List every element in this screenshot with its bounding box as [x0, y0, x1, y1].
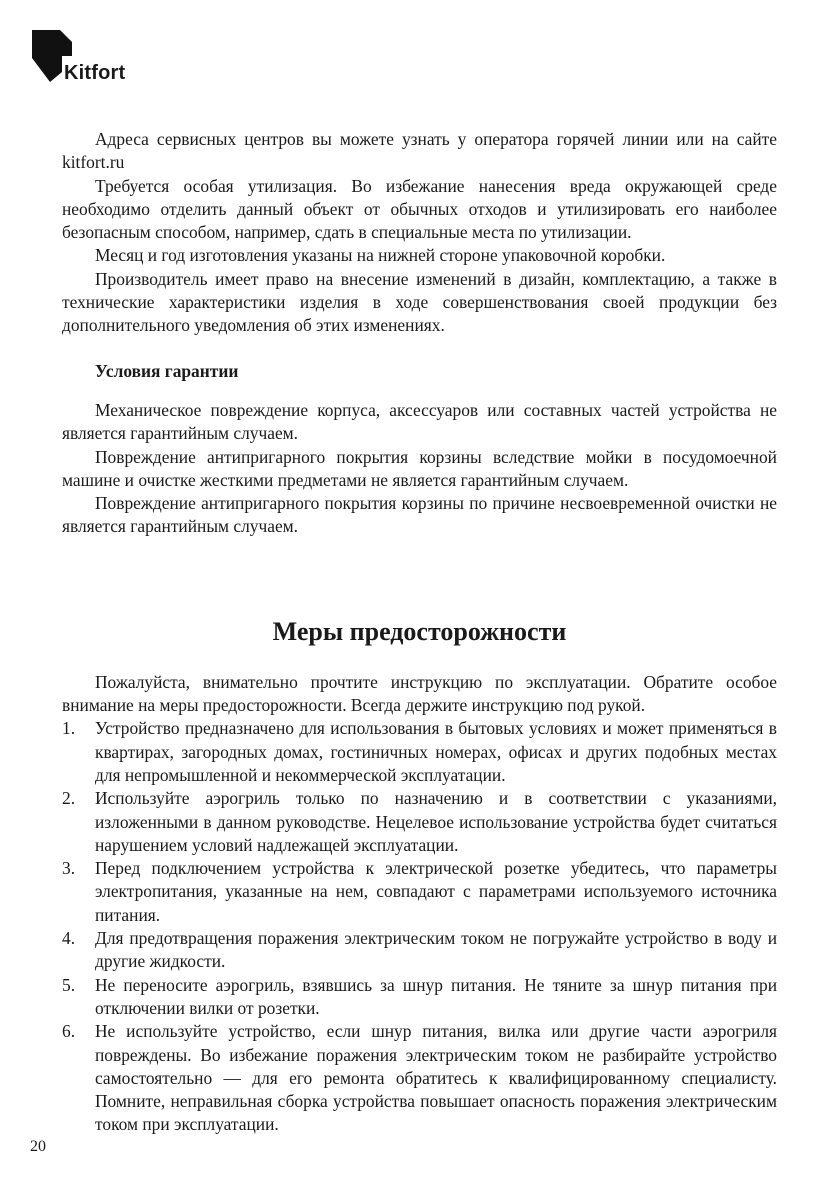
list-item-text: Используйте аэрогриль только по назначению и в соответствии с указаниями, изложенными в данном руководстве. Нецелевое использование устройства будет считаться нарушением условий надлежащей эксплуатации.: [95, 788, 777, 855]
list-item-number: 3.: [62, 858, 76, 879]
precautions-list: [62, 717, 777, 1136]
intro-paragraph: Требуется особая утилизация. Во избежание нанесения вреда окружающей среде необходимо отделить данный объект от обычных отходов и утилизировать его наиболее безопасным способом, например, сдать в специальные места по утилизации.: [62, 175, 777, 243]
intro-paragraph: Адреса сервисных центров вы можете узнать у оператора горячей линии или на сайте kitfort.ru: [62, 129, 777, 173]
section-title: Меры предосторожности: [272, 616, 567, 646]
list-item-text: Устройство предназначено для использования в бытовых условиях и может применяться в квартирах, загородных домах, гостиничных номерах, офисах и других подобных местах для непромышленной и некоммерческой эксплуатации.: [95, 718, 777, 785]
list-item: [62, 1020, 777, 1136]
list-item: [62, 717, 777, 787]
list-item-number: 5.: [62, 974, 76, 995]
list-item: [62, 974, 777, 1021]
list-item: [62, 787, 777, 857]
brand-logo: [30, 28, 150, 88]
list-item-text: Перед подключением устройства к электрической розетке убедитесь, что параметры электропитания, указанные на нем, совпадают с параметрами используемого источника питания.: [95, 858, 777, 925]
precautions-intro: Пожалуйста, внимательно прочтите инструкцию по эксплуатации. Обратите особое внимание на меры предосторожности. Всегда держите инструкцию под рукой.: [62, 671, 777, 716]
warranty-heading: Условия гарантии: [95, 360, 239, 381]
list-item-text: Для предотвращения поражения электрическим током не погружайте устройство в воду и другие жидкости.: [95, 928, 777, 972]
page-number: 20: [30, 1138, 46, 1155]
warranty-paragraph: Механическое повреждение корпуса, аксессуаров или составных частей устройства не является гарантийным случаем.: [62, 399, 777, 444]
warranty-paragraph: Повреждение антипригарного покрытия корзины вследствие мойки в посудомоечной машине и очистке жесткими предметами не является гарантийным случаем.: [62, 446, 777, 490]
intro-paragraph: Месяц и год изготовления указаны на нижней стороне упаковочной коробки.: [95, 245, 666, 266]
list-item: [62, 857, 777, 927]
list-item-number: 1.: [62, 718, 76, 739]
list-item-number: 6.: [62, 1021, 76, 1042]
list-item-text: Не переносите аэрогриль, взявшись за шнур питания. Не тяните за шнур питания при отключении вилки от розетки.: [95, 974, 777, 1018]
warranty-paragraph: Повреждение антипригарного покрытия корзины по причине несвоевременной очистки не является гарантийным случаем.: [62, 493, 777, 537]
list-item: [62, 927, 777, 974]
list-item-number: 4.: [62, 928, 76, 949]
page-content: [62, 128, 777, 1137]
list-item-number: 2.: [62, 788, 76, 809]
intro-paragraph: Производитель имеет право на внесение изменений в дизайн, комплектацию, а также в технические характеристики изделия в ходе совершенствования своей продукции без дополнительного уведомления об этих изменениях.: [62, 268, 777, 336]
list-item-text: Не используйте устройство, если шнур питания, вилка или другие части аэрогриля повреждены. Во избежание поражения электрическим током не разбирайте устройство самостоятельно — для его ремонта обратитесь к квалифицированному специалисту. Помните, неправильная сборка устройства повышает опасность поражения электрическим током при эксплуатации.: [95, 1021, 777, 1135]
brand-name: Kitfort: [64, 62, 126, 84]
